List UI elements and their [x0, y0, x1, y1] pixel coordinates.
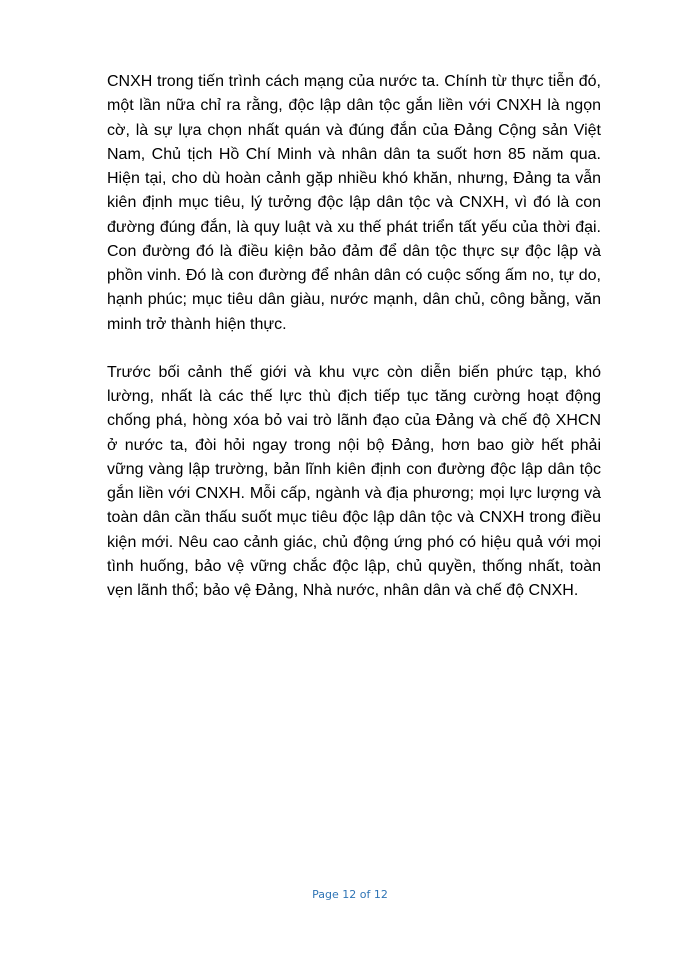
paragraph: Trước bối cảnh thế giới và khu vực còn diễn biến phức tạp, khó lường, nhất là các thế lực thù địch tiếp tục tăng cường hoạt động chống phá, hòng xóa bỏ vai trò lãnh đạo của Đảng và chế độ XHCN ở nước ta, đòi hỏi ngay trong nội bộ Đảng, hơn bao giờ hết phải vững vàng lập trường, bản lĩnh kiên định con đường độc lập dân tộc gắn liền với CNXH. Mỗi cấp, ngành và địa phương; mọi lực lượng và toàn dân cần thấu suốt mục tiêu độc lập dân tộc và CNXH trong điều kiện mới. Nêu cao cảnh giác, chủ động ứng phó có hiệu quả với mọi tình huống, bảo vệ vững chắc độc lập, chủ quyền, thống nhất, toàn vẹn lãnh thổ; bảo vệ Đảng, Nhà nước, nhân dân và chế độ CNXH.: [107, 363, 601, 599]
page-number: Page 12 of 12: [312, 888, 388, 901]
document-body: [107, 70, 601, 603]
paragraph: CNXH trong tiến trình cách mạng của nước ta. Chính từ thực tiễn đó, một lần nữa chỉ ra rằng, độc lập dân tộc gắn liền với CNXH là ngọn cờ, là sự lựa chọn nhất quán và đúng đắn của Đảng Cộng sản Việt Nam, Chủ tịch Hồ Chí Minh và nhân dân ta suốt hơn 85 năm qua. Hiện tại, cho dù hoàn cảnh gặp nhiều khó khăn, nhưng, Đảng ta vẫn kiên định mục tiêu, lý tưởng độc lập dân tộc và CNXH, vì đó là con đường đúng đắn, là quy luật và xu thế phát triển tất yếu của thời đại. Con đường đó là điều kiện bảo đảm để dân tộc thực sự độc lập và phồn vinh. Đó là con đường để nhân dân có cuộc sống ấm no, tự do, hạnh phúc; mục tiêu dân giàu, nước mạnh, dân chủ, công bằng, văn minh trở thành hiện thực.: [107, 73, 601, 333]
page-footer: [0, 888, 700, 901]
